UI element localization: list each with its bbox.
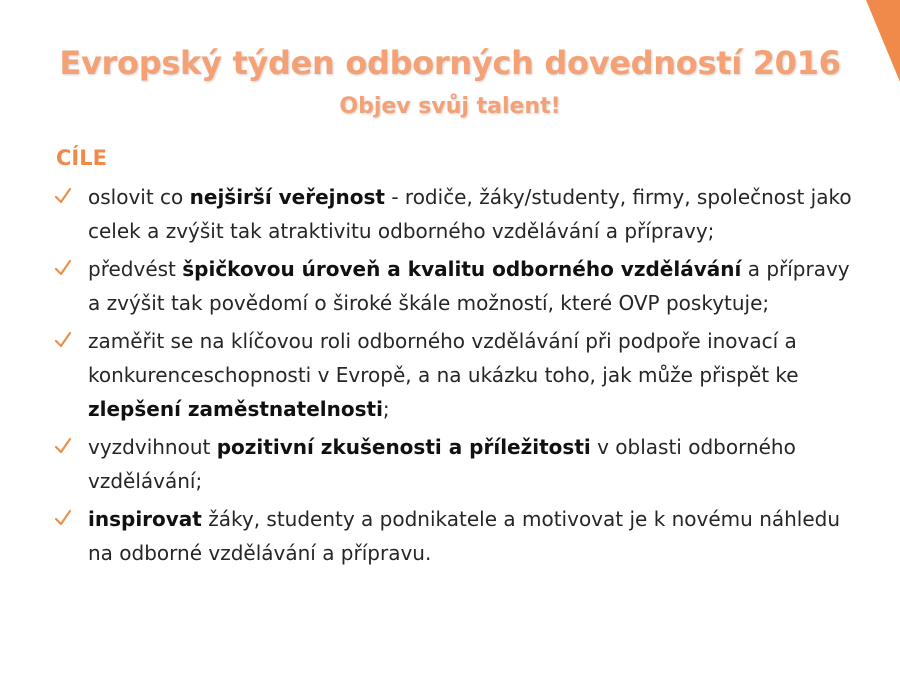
goal-text [88,257,850,315]
goal-text-segment: předvést [88,257,183,281]
goal-text-segment: - rodiče, žáky/studenty, firmy, společnost jako celek a zvýšit tak atraktivitu odborného vzdělávání a přípravy; [88,185,852,243]
checkmark-icon [54,509,72,527]
goal-item [52,502,852,570]
goal-text-segment: žáky, studenty a podnikatele a motivovat je k novému náhledu na odborné vzdělávání a přípravu. [88,507,841,565]
goal-text-highlight: nejširší veřejnost [189,185,385,209]
goal-text [88,329,799,421]
goal-text [88,507,840,565]
goal-text-highlight: pozitivní zkušenosti a příležitosti [216,435,591,459]
goal-text-highlight: zlepšení zaměstnatelnosti [88,397,383,421]
goal-item [52,180,852,248]
goal-item [52,430,852,498]
goal-text-segment: oslovit co [88,185,190,209]
goal-text-highlight: inspirovat [88,507,202,531]
goal-text-segment: v oblasti odborného vzdělávání; [88,435,796,493]
goal-text-segment: vyzdvihnout [88,435,217,459]
goal-text-highlight: špičkovou úroveň a kvalitu odborného vzdělávání [182,257,742,281]
slide-title: Evropský týden odborných dovedností 2016 [59,44,841,82]
goal-text [88,435,796,493]
goal-text-segment: a přípravy a zvýšit tak povědomí o široké škále možností, které OVP poskytuje; [88,257,850,315]
slide-subtitle: Objev svůj talent! [339,94,561,119]
goal-text-segment: ; [382,397,390,421]
goal-item [52,252,852,320]
checkmark-icon [54,331,72,349]
goal-item [52,324,852,426]
checkmark-icon [54,187,72,205]
goal-text-segment: zaměřit se na klíčovou roli odborného vzdělávání při podpoře inovací a konkurenceschopnosti v Evropě, a na ukázku toho, jak může přispět ke [88,329,799,387]
section-heading: CÍLE [56,146,107,170]
checkmark-icon [54,259,72,277]
checkmark-icon [54,437,72,455]
goal-text [88,185,852,243]
goal-list [52,180,852,574]
